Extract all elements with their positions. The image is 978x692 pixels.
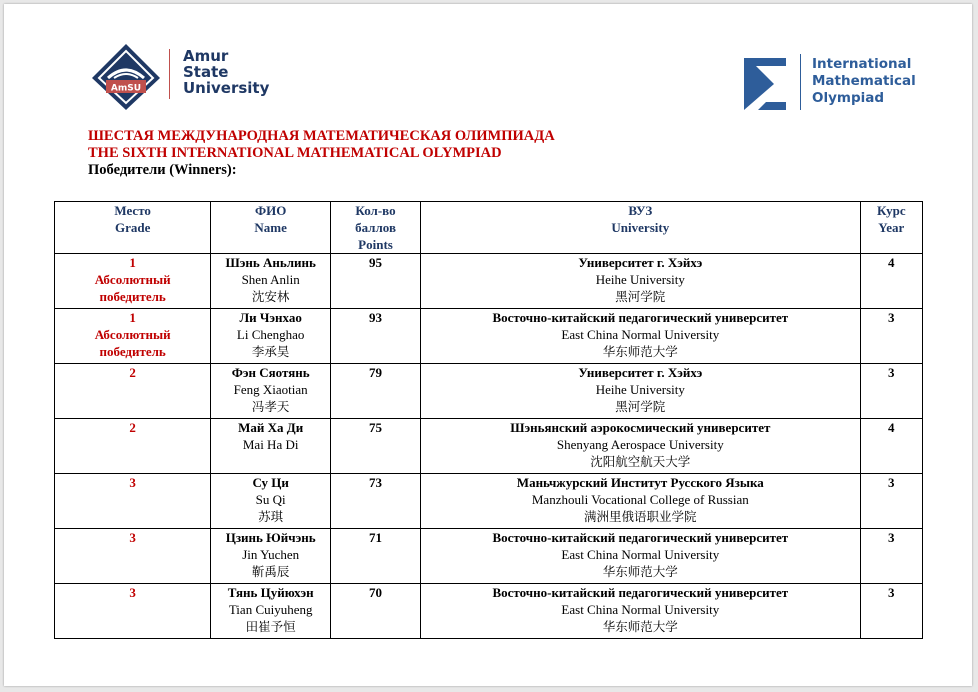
cell-year: 3 — [860, 529, 922, 584]
amsu-line-3: University — [183, 79, 270, 97]
amsu-line-1: Amur — [183, 47, 229, 65]
cell-points: 95 — [331, 254, 421, 309]
winners-table — [54, 201, 923, 639]
university-english: East China Normal University — [561, 327, 720, 342]
place-note-1: Абсолютный — [94, 272, 171, 287]
cell-year: 3 — [860, 309, 922, 364]
name-russian: Май Ха Ди — [238, 420, 304, 435]
amsu-emblem-icon — [90, 42, 162, 112]
name-english: Su Qi — [255, 492, 286, 507]
cell-university — [421, 529, 861, 584]
header-year: Курс Year — [860, 202, 922, 254]
table-header-row — [55, 202, 923, 254]
cell-year: 4 — [860, 254, 922, 309]
document-page — [4, 4, 972, 686]
name-english: Feng Xiaotian — [233, 382, 308, 397]
university-english: Heihe University — [595, 272, 685, 287]
name-russian: Тянь Цуйюхэн — [227, 585, 314, 600]
amsu-logo — [90, 42, 280, 112]
title-block — [88, 128, 555, 179]
cell-points: 71 — [331, 529, 421, 584]
cell-name — [211, 254, 331, 309]
cell-place — [55, 419, 211, 474]
header-university: ВУЗ University — [421, 202, 861, 254]
cell-place — [55, 529, 211, 584]
name-chinese: 冯孝天 — [251, 399, 290, 414]
cell-year: 3 — [860, 364, 922, 419]
name-english: Jin Yuchen — [242, 547, 300, 562]
table-row — [55, 254, 923, 309]
winners-heading: Победители (Winners): — [88, 162, 237, 178]
name-english: Mai Ha Di — [242, 437, 299, 452]
imo-line-2: Mathematical — [812, 73, 916, 89]
cell-points: 79 — [331, 364, 421, 419]
amsu-line-2: State — [183, 63, 229, 81]
cell-name — [211, 529, 331, 584]
name-russian: Цзинь Юйчэнь — [225, 530, 316, 545]
cell-name — [211, 584, 331, 639]
university-chinese: 华东师范大学 — [602, 619, 678, 634]
cell-place — [55, 254, 211, 309]
amsu-wordmark — [183, 48, 269, 96]
place-note-2: победитель — [99, 344, 166, 359]
university-russian: Шэньянский аэрокосмический университет — [510, 420, 771, 435]
university-english: East China Normal University — [561, 547, 720, 562]
table-row — [55, 364, 923, 419]
university-russian: Университет г. Хэйхэ — [578, 255, 703, 270]
place-note-2: победитель — [99, 289, 166, 304]
cell-university — [421, 309, 861, 364]
place-value: 1 — [129, 310, 136, 325]
university-chinese: 满洲里俄语职业学院 — [584, 509, 697, 524]
place-value: 2 — [129, 420, 136, 435]
table-row — [55, 584, 923, 639]
name-chinese: 田崔予恒 — [245, 619, 296, 634]
cell-university — [421, 364, 861, 419]
name-chinese: 李承昊 — [251, 344, 290, 359]
cell-place — [55, 584, 211, 639]
header-place: Место Grade — [55, 202, 211, 254]
cell-name — [211, 364, 331, 419]
cell-name — [211, 419, 331, 474]
cell-name — [211, 474, 331, 529]
imo-separator — [800, 54, 801, 110]
university-russian: Маньчжурский Институт Русского Языка — [516, 475, 764, 490]
name-russian: Ли Чэнхао — [239, 310, 302, 325]
name-english: Tian Cuiyuheng — [228, 602, 313, 617]
place-note-1: Абсолютный — [94, 327, 171, 342]
cell-points: 75 — [331, 419, 421, 474]
place-value: 3 — [129, 475, 136, 490]
cell-points: 73 — [331, 474, 421, 529]
imo-line-3: Olympiad — [812, 90, 885, 106]
cell-place — [55, 364, 211, 419]
university-english: Shenyang Aerospace University — [556, 437, 724, 452]
sigma-icon — [736, 54, 792, 114]
place-value: 2 — [129, 365, 136, 380]
cell-points: 93 — [331, 309, 421, 364]
cell-year: 3 — [860, 474, 922, 529]
table-row — [55, 309, 923, 364]
cell-place — [55, 474, 211, 529]
cell-university — [421, 254, 861, 309]
amsu-separator — [169, 49, 170, 99]
cell-points: 70 — [331, 584, 421, 639]
place-value: 3 — [129, 585, 136, 600]
university-english: Manzhouli Vocational College of Russian — [531, 492, 749, 507]
name-chinese: 苏琪 — [258, 509, 284, 524]
imo-logo — [736, 54, 936, 114]
name-russian: Су Ци — [252, 475, 289, 490]
table-row — [55, 474, 923, 529]
header-points: Кол-во баллов Points — [331, 202, 421, 254]
university-chinese: 黑河学院 — [615, 289, 666, 304]
university-russian: Восточно-китайский педагогический университет — [492, 585, 789, 600]
name-english: Shen Anlin — [241, 272, 300, 287]
university-english: Heihe University — [595, 382, 685, 397]
cell-university — [421, 584, 861, 639]
cell-year: 3 — [860, 584, 922, 639]
place-value: 3 — [129, 530, 136, 545]
university-chinese: 沈阳航空航天大学 — [590, 454, 691, 469]
university-russian: Университет г. Хэйхэ — [578, 365, 703, 380]
table-row — [55, 419, 923, 474]
name-chinese: 靳禹辰 — [251, 564, 290, 579]
imo-wordmark — [812, 56, 916, 107]
title-english: THE SIXTH INTERNATIONAL MATHEMATICAL OLYMPIAD — [88, 145, 502, 161]
university-chinese: 华东师范大学 — [602, 564, 678, 579]
university-russian: Восточно-китайский педагогический университет — [492, 310, 789, 325]
university-chinese: 黑河学院 — [615, 399, 666, 414]
title-russian: ШЕСТАЯ МЕЖДУНАРОДНАЯ МАТЕМАТИЧЕСКАЯ ОЛИМПИАДА — [88, 128, 555, 144]
name-russian: Фэн Сяотянь — [231, 365, 310, 380]
name-russian: Шэнь Аньлинь — [225, 255, 316, 270]
name-chinese: 沈安林 — [251, 289, 290, 304]
amsu-badge-text: AmSU — [110, 83, 142, 94]
header-name: ФИО Name — [211, 202, 331, 254]
name-english: Li Chenghao — [236, 327, 305, 342]
place-value: 1 — [129, 255, 136, 270]
cell-place — [55, 309, 211, 364]
university-english: East China Normal University — [561, 602, 720, 617]
university-russian: Восточно-китайский педагогический университет — [492, 530, 789, 545]
university-chinese: 华东师范大学 — [602, 344, 678, 359]
cell-university — [421, 419, 861, 474]
cell-university — [421, 474, 861, 529]
table-row — [55, 529, 923, 584]
cell-year: 4 — [860, 419, 922, 474]
cell-name — [211, 309, 331, 364]
imo-line-1: International — [812, 56, 912, 72]
